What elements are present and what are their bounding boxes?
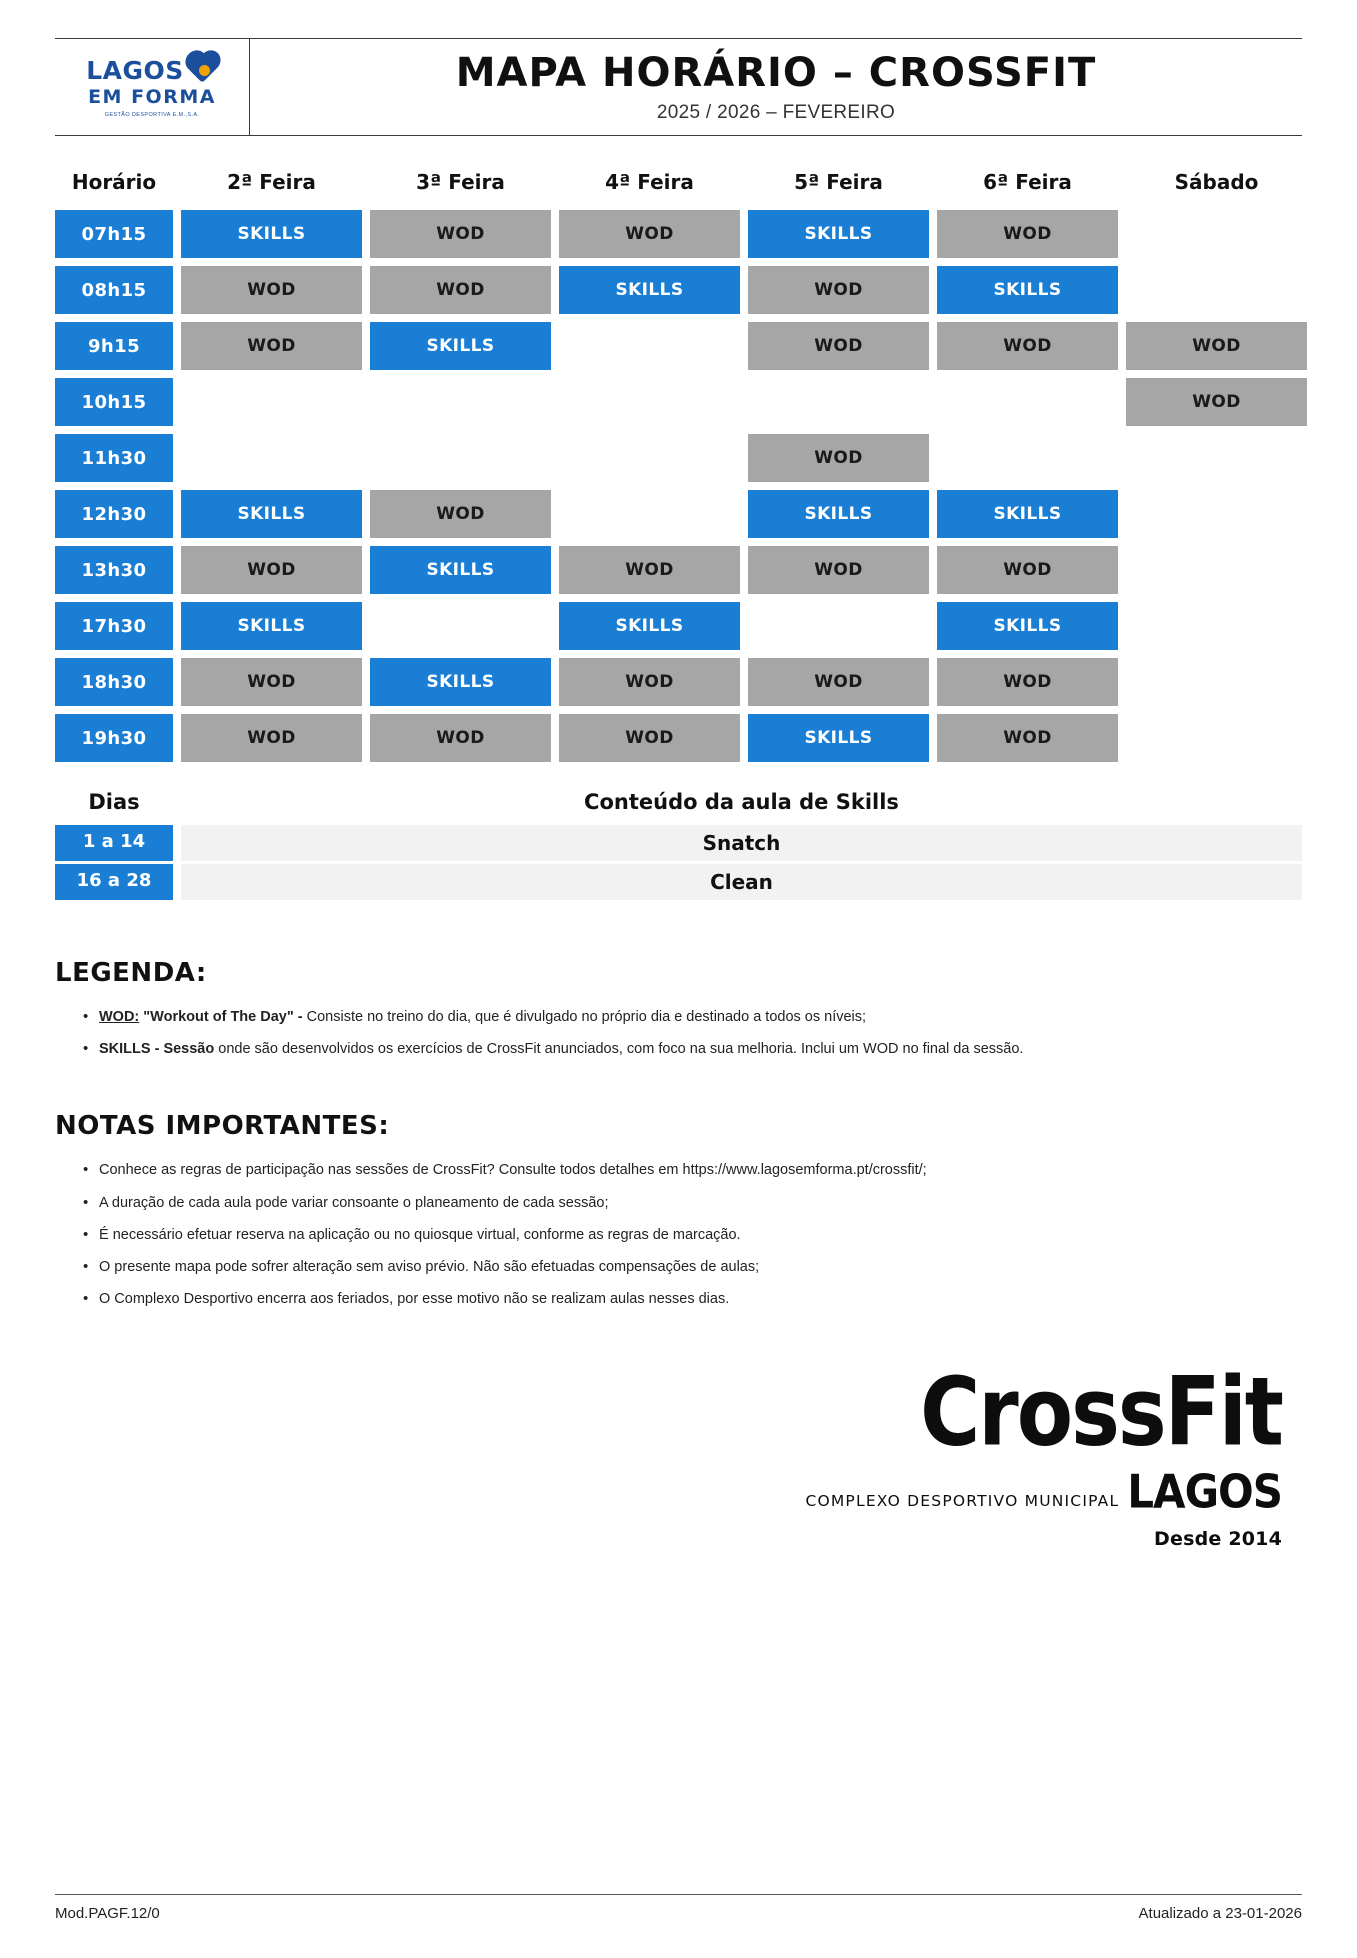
schedule-cell-empty bbox=[937, 378, 1118, 426]
schedule-time-label: 12h30 bbox=[55, 490, 173, 538]
schedule-cell-wod: WOD bbox=[181, 322, 362, 370]
crossfit-since: Desde 2014 bbox=[1154, 1527, 1282, 1550]
schedule-time-label: 18h30 bbox=[55, 658, 173, 706]
note-item: • A duração de cada aula pode variar consoante o planeamento de cada sessão; bbox=[83, 1192, 1302, 1215]
schedule-cell-skills: SKILLS bbox=[748, 490, 929, 538]
schedule-cell-skills: SKILLS bbox=[937, 266, 1118, 314]
schedule-cell-wod: WOD bbox=[559, 546, 740, 594]
schedule-cell-skills: SKILLS bbox=[181, 210, 362, 258]
document-footer bbox=[55, 1894, 1302, 1922]
schedule-cell-wod: WOD bbox=[937, 714, 1118, 762]
schedule-row bbox=[55, 434, 1302, 482]
schedule-time-label: 07h15 bbox=[55, 210, 173, 258]
schedule-cell-empty bbox=[1126, 546, 1307, 594]
schedule-cell-empty bbox=[181, 434, 362, 482]
schedule-cell-empty bbox=[748, 602, 929, 650]
schedule-time-label: 17h30 bbox=[55, 602, 173, 650]
schedule-cell-wod: WOD bbox=[748, 266, 929, 314]
schedule-column-header: 5ª Feira bbox=[794, 170, 883, 194]
skills-days-value: 16 a 28 bbox=[55, 864, 173, 900]
schedule-cell-skills: SKILLS bbox=[748, 714, 929, 762]
skills-content-row bbox=[55, 864, 1302, 900]
legend-item: • WOD: "Workout of The Day" - Consiste no treino do dia, que é divulgado no próprio dia e destinado a todos os níveis; bbox=[83, 1006, 1302, 1029]
schedule-time-label: 19h30 bbox=[55, 714, 173, 762]
schedule-column-header: 6ª Feira bbox=[983, 170, 1072, 194]
schedule-cell-skills: SKILLS bbox=[559, 266, 740, 314]
schedule-cell-wod: WOD bbox=[1126, 378, 1307, 426]
crossfit-sub-row bbox=[805, 1464, 1282, 1519]
schedule-row bbox=[55, 490, 1302, 538]
skills-header-row bbox=[55, 784, 1302, 822]
schedule-cell-wod: WOD bbox=[181, 714, 362, 762]
schedule-header-row bbox=[55, 166, 1302, 198]
schedule-row bbox=[55, 714, 1302, 762]
logo-subtitle: GESTÃO DESPORTIVA E.M.,S.A. bbox=[104, 111, 200, 118]
note-item: • É necessário efetuar reserva na aplicação ou no quiosque virtual, conforme as regras de marcação. bbox=[83, 1224, 1302, 1247]
schedule-cell-wod: WOD bbox=[370, 714, 551, 762]
document-header bbox=[55, 38, 1302, 136]
schedule-cell-skills: SKILLS bbox=[181, 490, 362, 538]
schedule-cell-skills: SKILLS bbox=[748, 210, 929, 258]
schedule-time-label: 08h15 bbox=[55, 266, 173, 314]
schedule-time-label: 10h15 bbox=[55, 378, 173, 426]
crossfit-subtitle: COMPLEXO DESPORTIVO MUNICIPAL bbox=[805, 1491, 1120, 1510]
schedule-column-header: 2ª Feira bbox=[227, 170, 316, 194]
schedule-cell-wod: WOD bbox=[1126, 322, 1307, 370]
schedule-cell-wod: WOD bbox=[559, 658, 740, 706]
crossfit-wordmark: CrossFit bbox=[920, 1358, 1282, 1468]
schedule-cell-wod: WOD bbox=[937, 210, 1118, 258]
note-item: • O Complexo Desportivo encerra aos feriados, por esse motivo não se realizam aulas nesses dias. bbox=[83, 1288, 1302, 1311]
schedule-cell-wod: WOD bbox=[559, 714, 740, 762]
schedule-cell-skills: SKILLS bbox=[370, 546, 551, 594]
schedule-cell-skills: SKILLS bbox=[370, 658, 551, 706]
logo-line1: LAGOS bbox=[86, 56, 184, 85]
schedule-time-label: 13h30 bbox=[55, 546, 173, 594]
schedule-row bbox=[55, 210, 1302, 258]
schedule-cell-empty bbox=[370, 434, 551, 482]
schedule-cell-wod: WOD bbox=[937, 546, 1118, 594]
schedule-cell-wod: WOD bbox=[748, 434, 929, 482]
page-title: MAPA HORÁRIO – CROSSFIT bbox=[455, 50, 1097, 96]
schedule-cell-empty bbox=[1126, 658, 1307, 706]
schedule-cell-empty bbox=[370, 378, 551, 426]
schedule-cell-wod: WOD bbox=[370, 490, 551, 538]
schedule-cell-wod: WOD bbox=[370, 266, 551, 314]
schedule-cell-empty bbox=[559, 378, 740, 426]
schedule-cell-empty bbox=[1126, 266, 1307, 314]
skills-content-header: Conteúdo da aula de Skills bbox=[584, 790, 899, 814]
skills-content-row bbox=[55, 825, 1302, 861]
schedule-column-header: Sábado bbox=[1174, 170, 1259, 194]
schedule-row bbox=[55, 266, 1302, 314]
notes-title: NOTAS IMPORTANTES: bbox=[55, 1111, 390, 1142]
schedule-cell-empty bbox=[1126, 490, 1307, 538]
footer-updated-date: Atualizado a 23-01-2026 bbox=[1138, 1905, 1302, 1922]
schedule-cell-wod: WOD bbox=[370, 210, 551, 258]
schedule-cell-empty bbox=[1126, 714, 1307, 762]
note-item: • O presente mapa pode sofrer alteração sem aviso prévio. Não são efetuadas compensações de aulas; bbox=[83, 1256, 1302, 1279]
notes-list bbox=[55, 1159, 1302, 1311]
schedule-row bbox=[55, 322, 1302, 370]
schedule-cell-wod: WOD bbox=[748, 658, 929, 706]
footer-doc-code: Mod.PAGF.12/0 bbox=[55, 1905, 160, 1922]
schedule-time-label: 11h30 bbox=[55, 434, 173, 482]
schedule-row bbox=[55, 602, 1302, 650]
schedule-cell-wod: WOD bbox=[181, 546, 362, 594]
schedule-cell-skills: SKILLS bbox=[559, 602, 740, 650]
schedule-cell-empty bbox=[370, 602, 551, 650]
note-item: • Conhece as regras de participação nas sessões de CrossFit? Consulte todos detalhes em https://www.lagosemforma.pt/crossfit/; bbox=[83, 1159, 1302, 1182]
schedule-column-header: 4ª Feira bbox=[605, 170, 694, 194]
schedule-time-label: 9h15 bbox=[55, 322, 173, 370]
page-subtitle: 2025 / 2026 – FEVEREIRO bbox=[656, 102, 896, 123]
schedule-cell-wod: WOD bbox=[181, 266, 362, 314]
schedule-cell-wod: WOD bbox=[748, 546, 929, 594]
schedule-cell-wod: WOD bbox=[559, 210, 740, 258]
schedule-cell-skills: SKILLS bbox=[937, 602, 1118, 650]
schedule-cell-skills: SKILLS bbox=[370, 322, 551, 370]
logo-line2: EM FORMA bbox=[88, 85, 216, 108]
notes-section bbox=[55, 1111, 1302, 1311]
schedule-row bbox=[55, 378, 1302, 426]
legend-title: LEGENDA: bbox=[55, 958, 207, 988]
schedule-cell-empty bbox=[559, 434, 740, 482]
schedule-row bbox=[55, 546, 1302, 594]
lagos-em-forma-logo bbox=[55, 39, 250, 135]
skills-content-value: Clean bbox=[181, 864, 1302, 900]
schedule-cell-empty bbox=[181, 378, 362, 426]
skills-content-value: Snatch bbox=[181, 825, 1302, 861]
schedule-cell-skills: SKILLS bbox=[937, 490, 1118, 538]
schedule-cell-empty bbox=[937, 434, 1118, 482]
legend-emphasis: SKILLS - Sessão bbox=[99, 1041, 215, 1058]
schedule-cell-empty bbox=[1126, 602, 1307, 650]
legend-emphasis: "Workout of The Day" - bbox=[143, 1009, 303, 1025]
schedule-cell-empty bbox=[559, 322, 740, 370]
document-page bbox=[0, 38, 1357, 1958]
heart-swirl-icon bbox=[188, 57, 218, 85]
logo-wordmark-row bbox=[86, 57, 218, 85]
schedule-cell-empty bbox=[1126, 434, 1307, 482]
skills-body bbox=[55, 825, 1302, 900]
schedule-cell-skills: SKILLS bbox=[181, 602, 362, 650]
title-block bbox=[250, 39, 1302, 135]
schedule-column-header: 3ª Feira bbox=[416, 170, 505, 194]
schedule-cell-wod: WOD bbox=[937, 658, 1118, 706]
crossfit-lagos-logo bbox=[55, 1358, 1302, 1550]
schedule-row bbox=[55, 658, 1302, 706]
schedule-column-header: Horário bbox=[71, 170, 157, 194]
schedule-cell-empty bbox=[748, 378, 929, 426]
legend-term: WOD: bbox=[99, 1009, 140, 1025]
schedule-cell-empty bbox=[559, 490, 740, 538]
legend-section bbox=[55, 958, 1302, 1061]
schedule-cell-wod: WOD bbox=[748, 322, 929, 370]
schedule-cell-empty bbox=[1126, 210, 1307, 258]
skills-days-header: Dias bbox=[88, 790, 140, 814]
skills-content-table bbox=[55, 784, 1302, 900]
legend-item: • SKILLS - Sessão onde são desenvolvidos os exercícios de CrossFit anunciados, com foco na sua melhoria. Inclui um WOD no final da sessão. bbox=[83, 1038, 1302, 1061]
schedule-table bbox=[55, 166, 1302, 762]
schedule-body bbox=[55, 210, 1302, 762]
skills-days-value: 1 a 14 bbox=[55, 825, 173, 861]
schedule-cell-wod: WOD bbox=[181, 658, 362, 706]
legend-list bbox=[55, 1006, 1302, 1061]
crossfit-city: LAGOS bbox=[1127, 1464, 1282, 1519]
schedule-cell-wod: WOD bbox=[937, 322, 1118, 370]
